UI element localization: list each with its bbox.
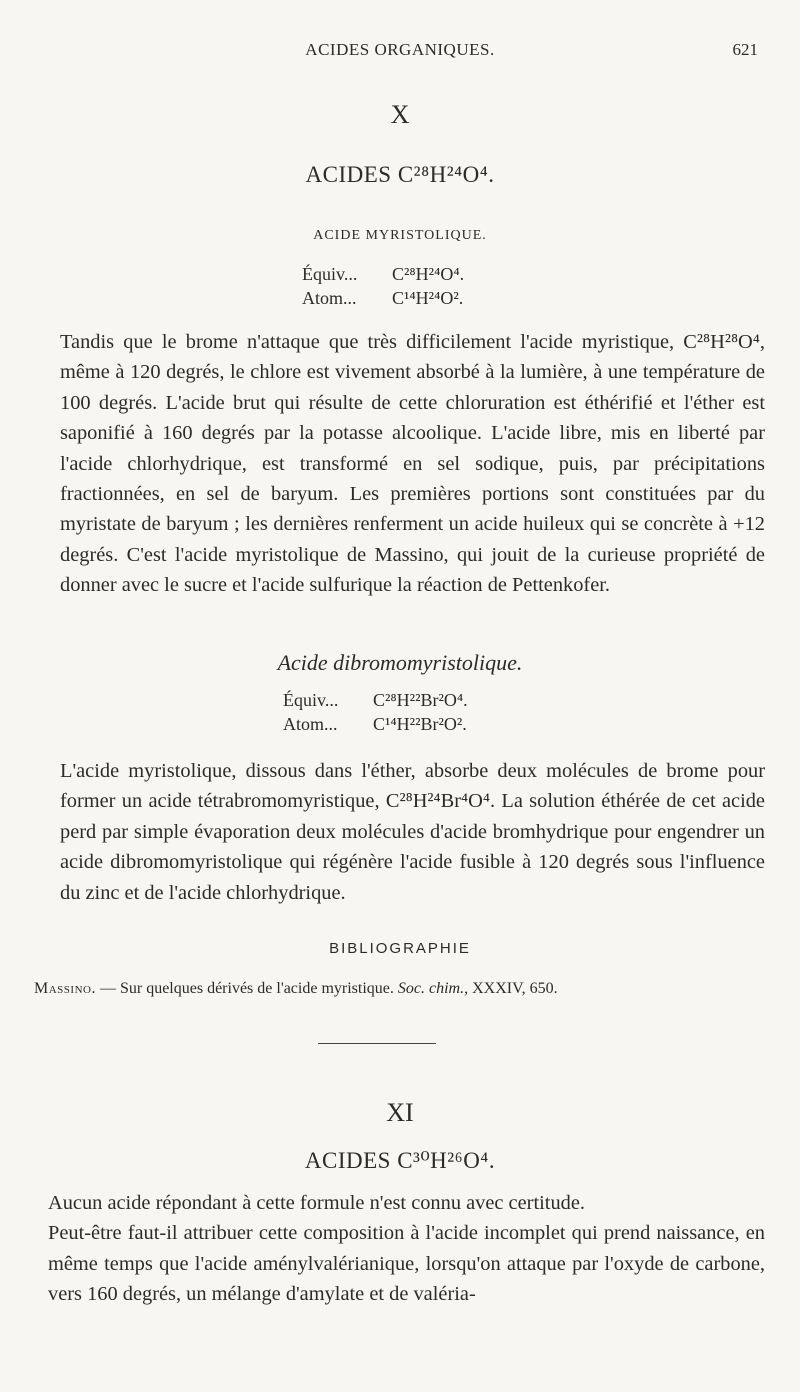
section-divider xyxy=(318,1043,436,1044)
bibliography-title: BIBLIOGRAPHIE xyxy=(329,940,471,957)
paragraph-xi xyxy=(48,1188,765,1310)
formula-value: C¹⁴H²²Br²O². xyxy=(373,714,467,734)
formula-label: Équiv... xyxy=(302,264,358,284)
formula-value: C¹⁴H²⁴O². xyxy=(392,288,464,308)
section-numeral-xi: XI xyxy=(386,1098,414,1127)
bibliography-text: — Sur quelques dérivés de l'acide myristique. xyxy=(99,980,398,997)
bibliography-citation: , XXXIV, 650. xyxy=(464,980,558,997)
section-heading-x: ACIDES C²⁸H²⁴O⁴. xyxy=(305,162,495,187)
paragraph-dibromo xyxy=(60,756,765,908)
subsection-heading: Acide dibromomyristolique. xyxy=(277,650,523,675)
section-heading-xi: ACIDES C³⁰H²⁶O⁴. xyxy=(304,1148,496,1173)
running-header xyxy=(0,40,800,64)
paragraph-text: Tandis que le brome n'attaque que très difficilement l'acide myristique, C²⁸H²⁸O⁴, même à 120 degrés, le chlore est vivement absorbé à la lumière, à une température de 100 degrés. L'acide brut qui résulte de cette chloruration est éthérifié et l'éther est saponifié à 160 degrés par la potasse alcoolique. L'acide libre, mis en liberté par l'acide chlorhydrique, est transformé en sel sodique, puis, par précipitations fractionnées, en sel de baryum. Les premières portions sont constituées par du myristate de baryum ; les dernières renferment un acide huileux qui se concrète à +12 degrés. C'est l'acide myristolique de Massino, qui jouit de la curieuse propriété de donner avec le sucre et l'acide sulfurique la réaction de Pettenkofer. xyxy=(60,331,765,597)
formula-value: C²⁸H²²Br²O⁴. xyxy=(373,690,468,710)
running-title: ACIDES ORGANIQUES. xyxy=(305,40,495,59)
formula-block-myristolique xyxy=(302,262,464,310)
paragraph-myristolique xyxy=(60,327,765,601)
paragraph-text-2: Peut-être faut-il attribuer cette composition à l'acide incomplet qui prend naissance, en même temps que l'acide aménylvalérianique, lorsqu'on attaque par l'oxyde de carbone, vers 160 degrés, un mélange d'amylate et de valéria- xyxy=(48,1222,765,1306)
formula-row-equiv xyxy=(302,262,464,286)
formula-row-equiv xyxy=(283,688,468,712)
formula-row-atom xyxy=(283,712,468,736)
bibliography-journal: Soc. chim. xyxy=(397,980,465,997)
formula-row-atom xyxy=(302,286,464,310)
paragraph-text-1: Aucun acide répondant à cette formule n'est connu avec certitude. xyxy=(48,1192,585,1214)
section-subheading: ACIDE MYRISTOLIQUE. xyxy=(313,228,487,243)
bibliography-entry xyxy=(34,978,774,1000)
paragraph-text: L'acide myristolique, dissous dans l'éther, absorbe deux molécules de brome pour former un acide tétrabromomyristique, C²⁸H²⁴Br⁴O⁴. La solution éthérée de cet acide perd par simple évaporation deux molécules d'acide bromhydrique pour engendrer un acide dibromomyristolique qui régénère l'acide fusible à 120 degrés sous l'influence du zinc et de l'acide chlorhydrique. xyxy=(60,760,765,904)
formula-label: Atom... xyxy=(283,714,338,734)
page-number: 621 xyxy=(732,40,758,59)
formula-value: C²⁸H²⁴O⁴. xyxy=(392,264,465,284)
formula-label: Équiv... xyxy=(283,690,339,710)
formula-block-dibromo xyxy=(283,688,468,736)
formula-label: Atom... xyxy=(302,288,357,308)
section-numeral-x: X xyxy=(390,100,410,129)
bibliography-author: Massino. xyxy=(34,980,96,997)
